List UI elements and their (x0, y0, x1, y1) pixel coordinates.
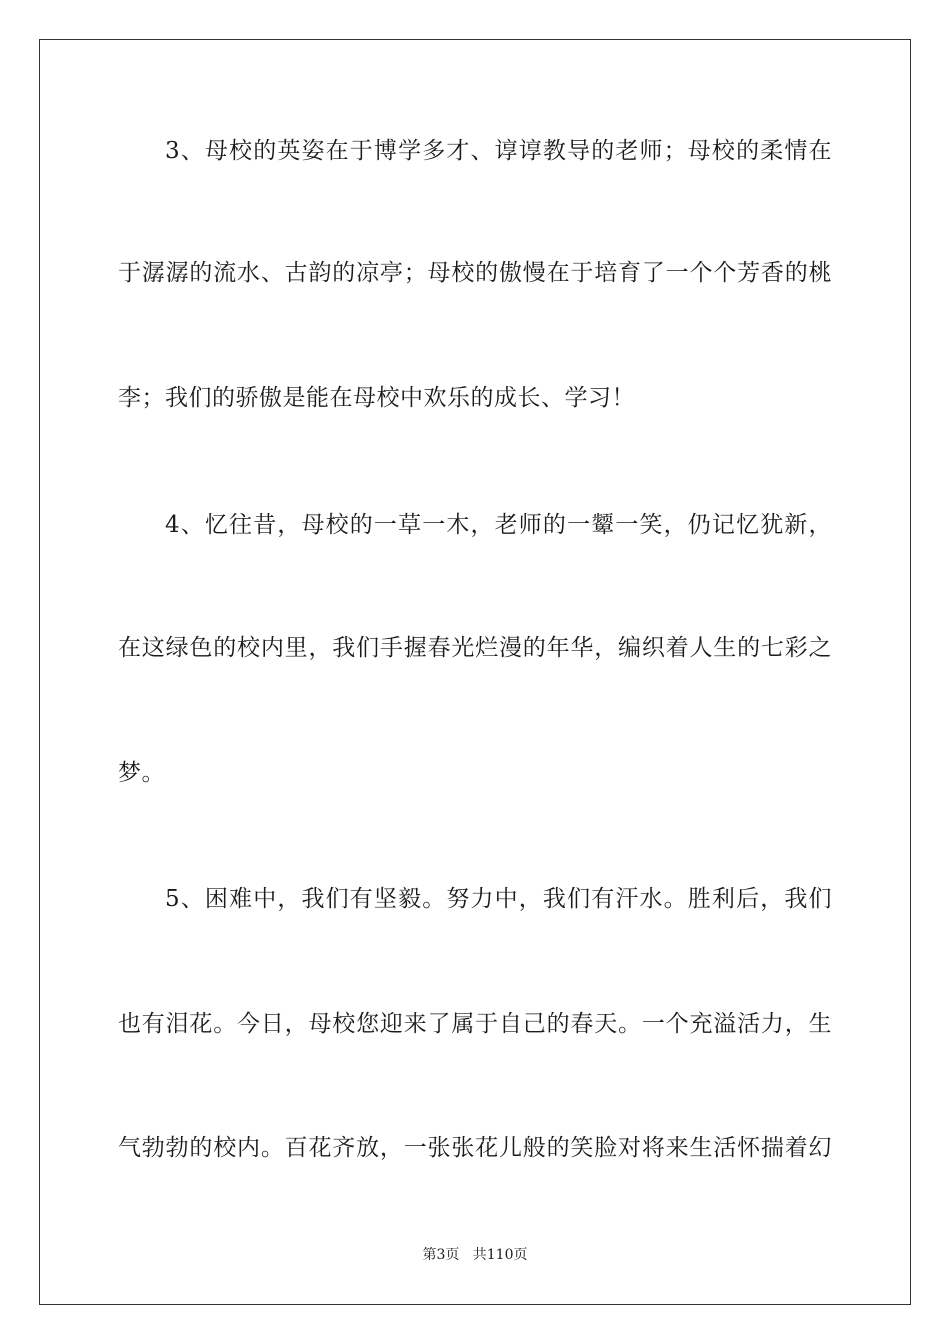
paragraph-3-line-2: 于潺潺的流水、古韵的凉亭；母校的傲慢在于培育了一个个芳香的桃 (118, 260, 832, 286)
paragraph-3-line-3: 李；我们的骄傲是能在母校中欢乐的成长、学习！ (118, 385, 635, 411)
paragraph-5-line-3: 气勃勃的校内。百花齐放，一张张花儿般的笑脸对将来生活怀揣着幻 (118, 1135, 832, 1161)
page-total: 共110页 (472, 1247, 528, 1263)
paragraph-4-line-2: 在这绿色的校内里，我们手握春光烂漫的年华，编织着人生的七彩之 (118, 635, 832, 661)
paragraph-4-line-3: 梦。 (118, 760, 165, 786)
paragraph-3-line-1: 3、母校的英姿在于博学多才、谆谆教导的老师；母校的柔情在 (165, 138, 832, 164)
page-number: 第3页 (422, 1247, 460, 1263)
page-border (39, 39, 911, 1305)
paragraph-5-line-2: 也有泪花。今日，母校您迎来了属于自己的春天。一个充溢活力，生 (118, 1011, 832, 1037)
paragraph-4-line-1: 4、忆往昔，母校的一草一木，老师的一颦一笑，仍记忆犹新， (165, 512, 832, 538)
paragraph-5-line-1: 5、困难中，我们有坚毅。努力中，我们有汗水。胜利后，我们 (165, 886, 832, 912)
page-footer (0, 1245, 950, 1265)
